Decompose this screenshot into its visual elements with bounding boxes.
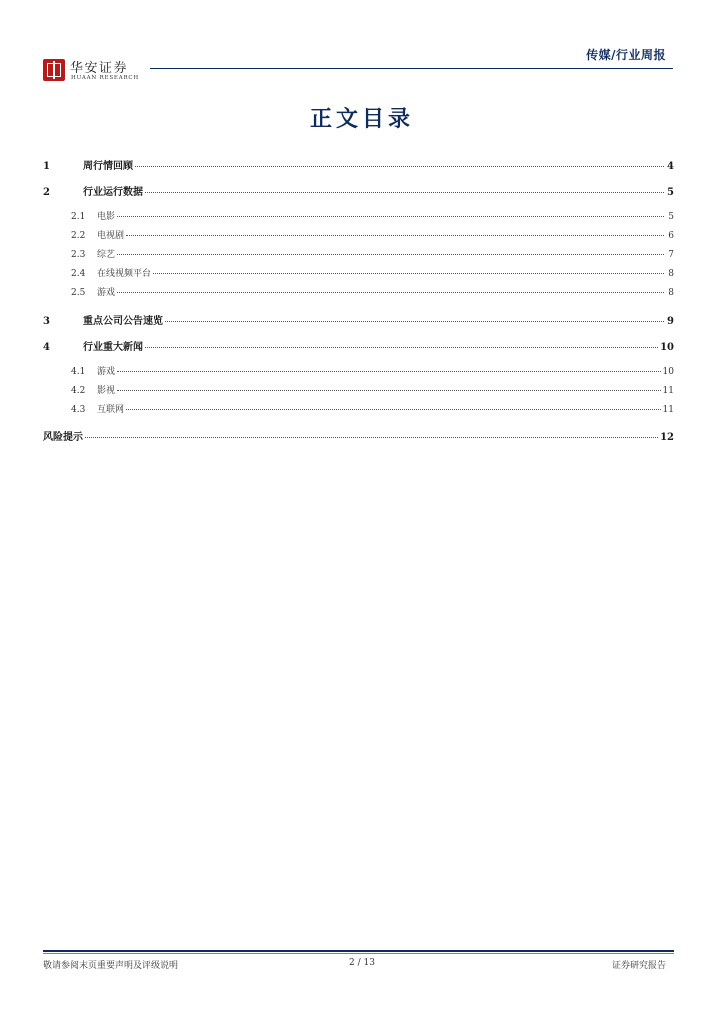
toc-entry[interactable] bbox=[43, 428, 674, 442]
toc-leader-dots bbox=[126, 409, 661, 410]
toc-entry-label: 电视剧 bbox=[97, 231, 125, 241]
toc-entry-page: 8 bbox=[668, 288, 674, 298]
toc-entry-page: 11 bbox=[662, 386, 674, 396]
toc-entry-page: 8 bbox=[668, 269, 674, 279]
toc-leader-dots bbox=[117, 254, 664, 255]
logo-text: 华安证券 bbox=[70, 61, 129, 76]
toc-entry-number: 2.1 bbox=[71, 212, 86, 222]
toc-title: 正文目录 bbox=[309, 106, 414, 132]
toc-entry-page: 7 bbox=[668, 250, 674, 260]
footer-divider bbox=[43, 950, 674, 952]
toc-leader-dots bbox=[117, 371, 661, 372]
toc-leader-dots bbox=[117, 292, 664, 293]
toc-entry-number: 1 bbox=[43, 161, 50, 172]
toc-leader-dots bbox=[135, 166, 664, 167]
toc-entry-label: 周行情回顾 bbox=[83, 161, 133, 172]
toc-entry-label: 影视 bbox=[97, 386, 116, 396]
toc-entry-label: 电影 bbox=[97, 212, 116, 222]
toc-entry-label: 行业运行数据 bbox=[83, 187, 143, 198]
footer-disclaimer: 敬请参阅末页重要声明及评级说明 bbox=[43, 961, 179, 971]
toc-entry[interactable] bbox=[57, 364, 674, 378]
toc-leader-dots bbox=[126, 235, 664, 236]
logo-emblem-icon bbox=[43, 59, 65, 81]
toc-entry-label: 在线视频平台 bbox=[97, 269, 152, 279]
toc-entry-label: 重点公司公告速览 bbox=[83, 316, 163, 327]
toc-leader-dots bbox=[117, 390, 661, 391]
logo-subtext: HUAAN RESEARCH bbox=[71, 75, 140, 81]
toc-entry[interactable] bbox=[57, 285, 674, 299]
toc-entry-number: 3 bbox=[43, 316, 50, 327]
toc-entry-number: 2.3 bbox=[71, 250, 86, 260]
toc-leader-dots bbox=[145, 347, 658, 348]
toc-entry-page: 5 bbox=[668, 212, 674, 222]
toc-entry-page: 5 bbox=[667, 187, 674, 198]
toc-entry-number: 4.2 bbox=[71, 386, 86, 396]
toc-leader-dots bbox=[145, 192, 664, 193]
toc-entry-page: 10 bbox=[660, 342, 674, 353]
toc-entry[interactable] bbox=[43, 157, 674, 171]
toc-entry-number: 2.4 bbox=[71, 269, 86, 279]
toc-entry[interactable] bbox=[57, 247, 674, 261]
toc-entry-label: 游戏 bbox=[97, 288, 116, 298]
toc-leader-dots bbox=[117, 216, 664, 217]
toc-entry[interactable] bbox=[57, 402, 674, 416]
toc-entry-number: 2.5 bbox=[71, 288, 86, 298]
header-label: 传媒/行业周报 bbox=[586, 48, 666, 62]
toc-leader-dots bbox=[165, 321, 664, 322]
toc-entry[interactable] bbox=[43, 338, 674, 352]
toc-entry-page: 4 bbox=[667, 161, 674, 172]
toc-entry-number: 2.2 bbox=[71, 231, 86, 241]
company-logo bbox=[43, 58, 153, 86]
toc-entry[interactable] bbox=[57, 383, 674, 397]
toc-entry-label: 互联网 bbox=[97, 405, 125, 415]
toc-entry-number: 4.1 bbox=[71, 367, 86, 377]
toc-entry[interactable] bbox=[43, 183, 674, 197]
toc-entry-page: 11 bbox=[662, 405, 674, 415]
toc-entry-label: 综艺 bbox=[97, 250, 116, 260]
footer-doc-type: 证券研究报告 bbox=[611, 961, 666, 971]
toc-entry[interactable] bbox=[43, 312, 674, 326]
toc-entry[interactable] bbox=[57, 266, 674, 280]
toc-entry-number: 2 bbox=[43, 187, 50, 198]
toc-entry[interactable] bbox=[57, 228, 674, 242]
toc-entry[interactable] bbox=[57, 209, 674, 223]
toc-entry-page: 12 bbox=[660, 432, 674, 443]
toc-entry-page: 6 bbox=[668, 231, 674, 241]
toc-entry-number: 4 bbox=[43, 342, 50, 353]
page-indicator: 2 / 13 bbox=[349, 958, 375, 968]
toc-entry-label: 游戏 bbox=[97, 367, 116, 377]
toc-entry-number: 4.3 bbox=[71, 405, 86, 415]
toc-leader-dots bbox=[153, 273, 664, 274]
toc-entry-page: 9 bbox=[667, 316, 674, 327]
header-divider bbox=[150, 68, 673, 69]
toc-entry-label: 风险提示 bbox=[43, 432, 83, 443]
footer-divider-thin bbox=[43, 953, 674, 954]
toc-entry-label: 行业重大新闻 bbox=[83, 342, 143, 353]
toc-entry-page: 10 bbox=[662, 367, 674, 377]
toc-leader-dots bbox=[85, 437, 658, 438]
